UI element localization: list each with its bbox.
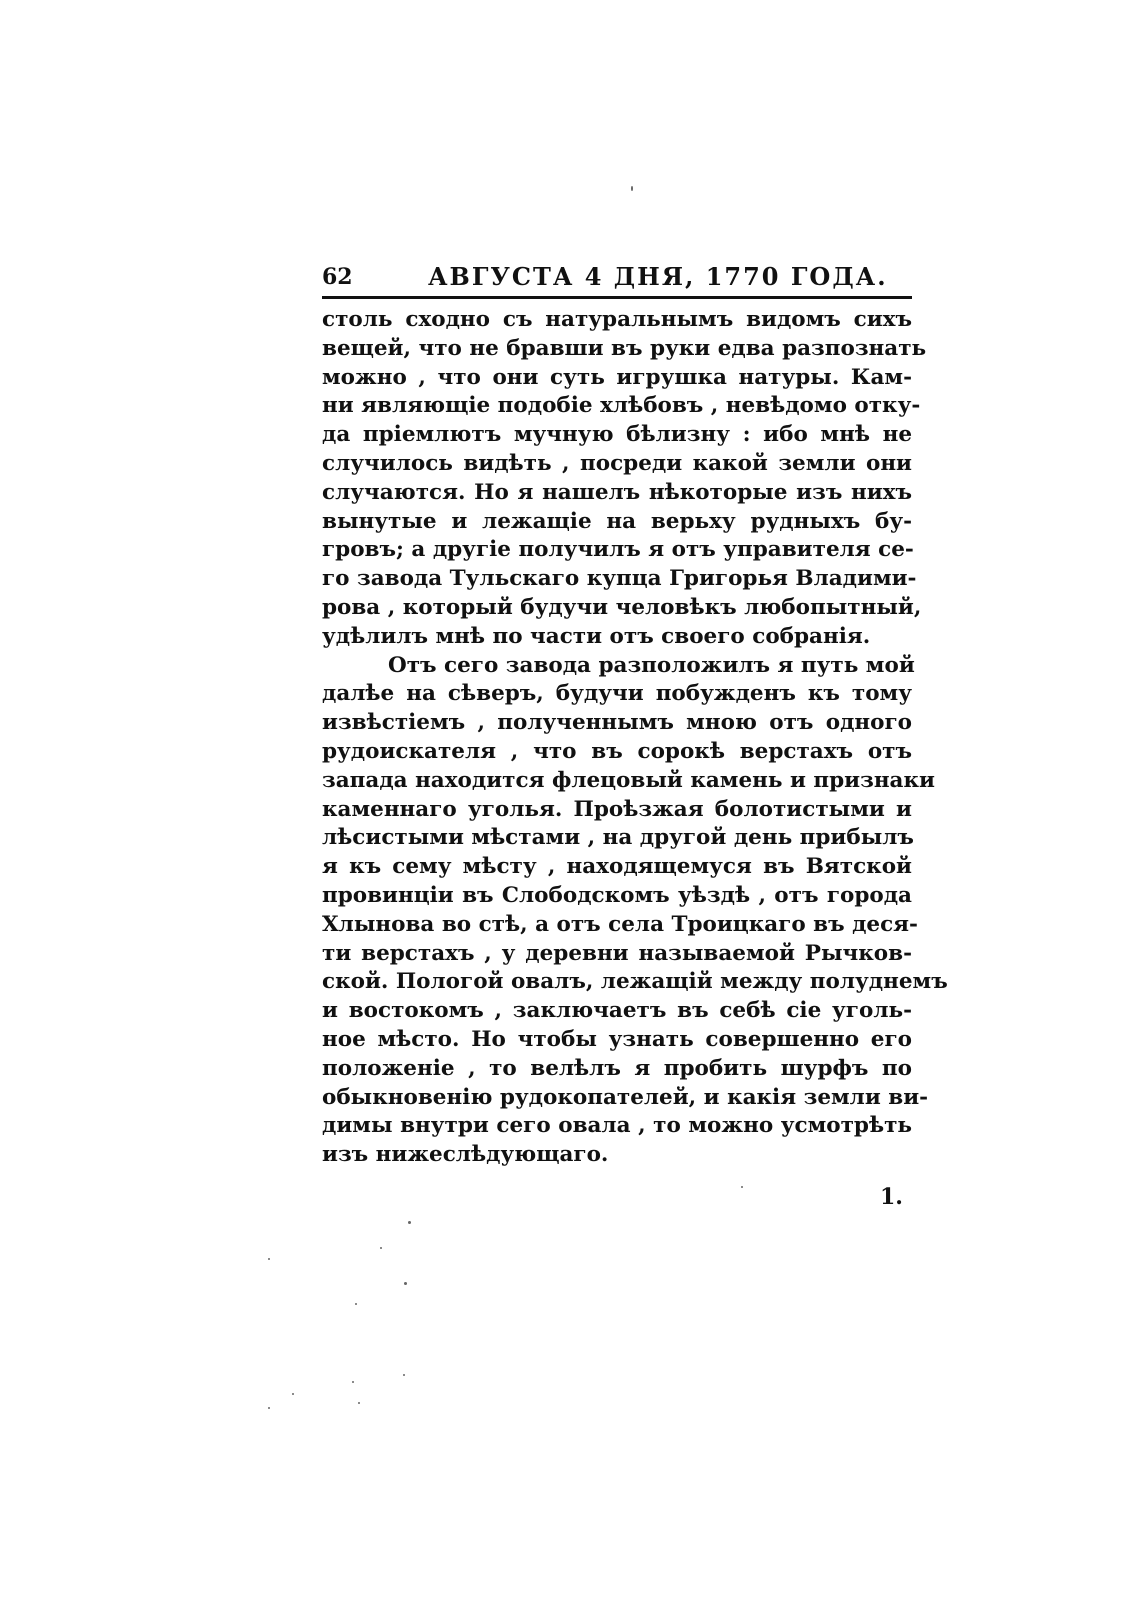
scan-speck [352,1381,354,1383]
text-line: гровъ; а другіе получилъ я отъ управителя се- [322,537,914,563]
text-line: димы внутри сего овала , то можно усмотрѣть [322,1113,912,1139]
scan-speck [292,1393,294,1395]
text-line: далѣе на сѣверъ, будучи побужденъ къ тому [322,681,912,707]
paragraph-2 [322,652,948,1170]
scan-speck [268,1258,270,1260]
scan-speck [403,1374,405,1376]
text-line: лѣсистыми мѣстами , на другой день прибылъ [322,825,914,851]
page-header [322,260,912,299]
text-line: извѣстіемъ , полученнымъ мною отъ одного [322,710,912,736]
text-line: вынутые и лежащіе на верьху рудныхъ бу- [322,508,912,534]
text-line: столь сходно съ натуральнымъ видомъ сихъ [322,307,912,332]
text-line: удѣлилъ мнѣ по части отъ своего собранія. [322,623,871,649]
text-line: Хлынова во стѣ, а отъ села Троицкаго въ деся- [322,911,918,937]
body-text [322,306,948,1170]
text-line: рова , который будучи человѣкъ любопытный, [322,594,922,620]
text-line: я къ сему мѣсту , находящемуся въ Вятской [322,854,912,880]
page-number: 62 [322,264,353,290]
catchword: 1. [880,1184,903,1210]
text-line: провинціи въ Слободскомъ уѣздѣ , отъ города [322,882,912,908]
text-line: положеніе , то велѣлъ я пробить шурфъ по [322,1055,912,1081]
text-line: обыкновенію рудокопателей, и какія земли ви- [322,1084,929,1110]
text-line: каменнаго уголья. Проѣзжая болотистыми и [322,796,912,822]
text-line: ской. Пологой овалъ, лежащій между полуднемъ [322,969,948,995]
text-line: ни являющіе подобіе хлѣбовъ , невѣдомо отку- [322,393,921,419]
scan-speck [380,1247,382,1249]
text-line: случаются. Но я нашелъ нѣкоторые изъ нихъ [322,479,912,505]
text-line: ное мѣсто. Но чтобы узнать совершенно его [322,1026,912,1052]
paragraph-1 [322,306,927,652]
scan-speck [404,1282,407,1285]
scan-speck [358,1402,360,1404]
text-line: Отъ сего завода разположилъ я путь мой [388,652,915,678]
text-line: можно , что они суть игрушка натуры. Кам- [322,364,912,390]
scan-speck [631,186,633,191]
text-line: ти верстахъ , у деревни называемой Рычков- [322,940,912,966]
text-line: случилось видѣть , посреди какой земли они [322,450,912,476]
scan-speck [408,1221,411,1224]
text-line: запада находится флецовый камень и признаки [322,767,935,793]
text-line: и востокомъ , заключаетъ въ себѣ сіе уголь- [322,998,912,1024]
scan-speck [355,1303,357,1305]
text-line: рудоискателя , что въ сорокѣ верстахъ отъ [322,738,912,764]
text-line: го завода Тульскаго купца Григорья Владими- [322,566,917,592]
scan-speck [268,1407,270,1409]
scan-speck [741,1186,743,1188]
text-line: да пріемлютъ мучную бѣлизну : ибо мнѣ не [322,422,912,448]
text-line: изъ нижеслѣдующаго. [322,1142,609,1168]
text-line: вещей, что не бравши въ руки едва разпознать [322,335,927,361]
running-head: АВГУСТА 4 ДНЯ, 1770 ГОДА. [428,262,888,291]
